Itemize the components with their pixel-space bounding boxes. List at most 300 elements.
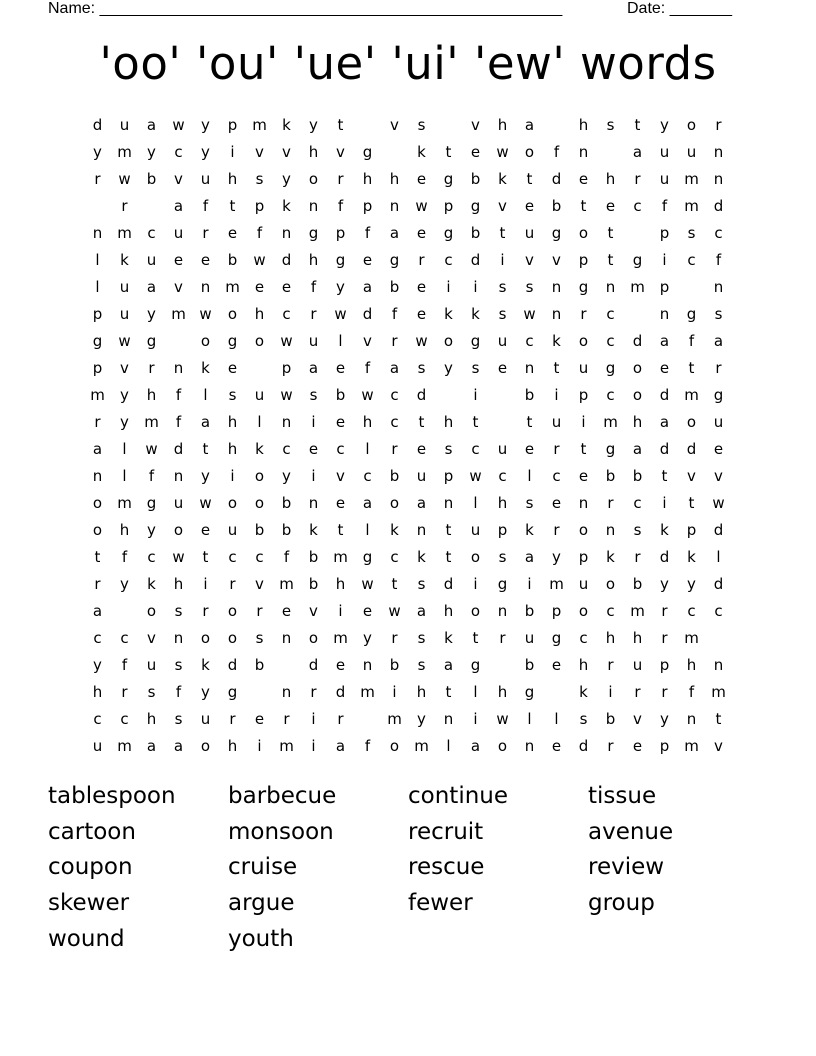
grid-letter: b bbox=[524, 656, 535, 674]
grid-letter: t bbox=[337, 521, 344, 539]
grid-letter: f bbox=[364, 737, 371, 755]
grid-letter: h bbox=[389, 170, 400, 188]
grid-letter: o bbox=[497, 737, 508, 755]
grid-letter: o bbox=[227, 629, 238, 647]
grid-letter: a bbox=[443, 656, 454, 674]
grid-letter: p bbox=[92, 305, 103, 323]
grid-letter: v bbox=[255, 143, 264, 161]
grid-letter: o bbox=[308, 629, 319, 647]
grid-letter: c bbox=[282, 305, 291, 323]
grid-letter: y bbox=[120, 386, 129, 404]
grid-letter: r bbox=[661, 683, 668, 701]
grid-letter: c bbox=[120, 710, 129, 728]
grid-letter: w bbox=[172, 548, 185, 566]
grid-letter: a bbox=[362, 494, 373, 512]
grid-letter: k bbox=[498, 170, 507, 188]
grid-letter: v bbox=[147, 629, 156, 647]
grid-letter: r bbox=[634, 548, 641, 566]
grid-letter: r bbox=[310, 305, 317, 323]
grid-letter bbox=[435, 114, 462, 141]
word-list-item: monsoon bbox=[228, 818, 334, 845]
grid-letter: d bbox=[227, 656, 238, 674]
grid-letter: w bbox=[361, 575, 374, 593]
grid-letter: r bbox=[121, 683, 128, 701]
grid-letter: y bbox=[147, 305, 156, 323]
grid-letter: y bbox=[120, 413, 129, 431]
grid-letter: s bbox=[633, 521, 642, 539]
grid-letter: s bbox=[174, 710, 183, 728]
grid-letter: s bbox=[417, 575, 426, 593]
grid-letter: f bbox=[256, 224, 263, 242]
grid-letter: w bbox=[361, 386, 374, 404]
grid-letter: h bbox=[578, 656, 589, 674]
grid-letter: e bbox=[551, 494, 562, 512]
grid-letter: o bbox=[578, 224, 589, 242]
grid-letter: m bbox=[279, 575, 294, 593]
grid-letter: a bbox=[146, 116, 157, 134]
grid-letter: v bbox=[498, 197, 507, 215]
grid-letter: k bbox=[606, 548, 615, 566]
grid-letter: f bbox=[148, 467, 155, 485]
grid-letter: l bbox=[95, 278, 100, 296]
word-list-item: group bbox=[588, 890, 655, 917]
grid-letter: e bbox=[416, 278, 427, 296]
grid-letter: w bbox=[172, 116, 185, 134]
grid-letter: u bbox=[254, 386, 265, 404]
word-list-item: tablespoon bbox=[48, 783, 176, 809]
grid-letter: o bbox=[200, 737, 211, 755]
grid-letter: n bbox=[578, 494, 589, 512]
grid-letter: y bbox=[363, 629, 372, 647]
grid-letter: p bbox=[686, 521, 697, 539]
grid-letter: e bbox=[281, 602, 292, 620]
grid-letter: w bbox=[496, 710, 509, 728]
grid-letter: g bbox=[578, 278, 589, 296]
grid-letter: l bbox=[122, 467, 127, 485]
grid-letter: r bbox=[580, 305, 587, 323]
grid-letter: v bbox=[309, 602, 318, 620]
grid-letter: g bbox=[389, 251, 400, 269]
grid-letter: l bbox=[716, 548, 721, 566]
grid-letter: s bbox=[606, 116, 615, 134]
grid-letter: h bbox=[308, 251, 319, 269]
grid-letter: k bbox=[444, 629, 453, 647]
grid-letter: k bbox=[525, 521, 534, 539]
word-list-item: fewer bbox=[408, 890, 473, 917]
grid-letter: v bbox=[255, 575, 264, 593]
grid-letter bbox=[543, 681, 570, 708]
grid-letter: m bbox=[333, 548, 348, 566]
grid-letter: i bbox=[257, 737, 262, 755]
grid-letter: i bbox=[500, 251, 505, 269]
grid-letter: h bbox=[227, 413, 238, 431]
grid-letter: g bbox=[443, 170, 454, 188]
grid-letter: p bbox=[443, 467, 454, 485]
grid-letter: k bbox=[444, 305, 453, 323]
grid-letter: e bbox=[335, 413, 346, 431]
grid-letter: m bbox=[360, 683, 375, 701]
grid-letter: a bbox=[416, 494, 427, 512]
grid-letter: u bbox=[200, 170, 211, 188]
grid-letter: a bbox=[335, 737, 346, 755]
grid-letter: p bbox=[578, 548, 589, 566]
grid-letter: m bbox=[117, 494, 132, 512]
grid-letter: c bbox=[606, 602, 615, 620]
grid-letter: g bbox=[605, 359, 616, 377]
grid-letter: c bbox=[174, 143, 183, 161]
grid-letter: c bbox=[390, 413, 399, 431]
grid-letter: b bbox=[254, 656, 265, 674]
grid-letter: n bbox=[416, 521, 427, 539]
grid-letter: u bbox=[470, 521, 481, 539]
grid-letter: n bbox=[551, 278, 562, 296]
grid-letter: r bbox=[607, 656, 614, 674]
grid-letter: c bbox=[606, 332, 615, 350]
grid-letter bbox=[381, 141, 408, 168]
grid-letter: i bbox=[446, 278, 451, 296]
grid-letter: n bbox=[362, 656, 373, 674]
grid-letter: o bbox=[254, 494, 265, 512]
grid-letter: t bbox=[391, 575, 398, 593]
grid-letter: t bbox=[526, 413, 533, 431]
grid-letter: f bbox=[391, 305, 398, 323]
grid-letter: c bbox=[606, 305, 615, 323]
grid-letter: g bbox=[605, 440, 616, 458]
grid-letter: f bbox=[661, 197, 668, 215]
grid-letter: r bbox=[94, 575, 101, 593]
word-list bbox=[48, 778, 768, 958]
grid-letter bbox=[597, 141, 624, 168]
grid-letter: i bbox=[662, 494, 667, 512]
word-list-item: coupon bbox=[48, 854, 133, 881]
grid-letter: h bbox=[686, 656, 697, 674]
grid-letter: n bbox=[713, 170, 724, 188]
grid-letter: i bbox=[473, 575, 478, 593]
grid-letter: o bbox=[524, 143, 535, 161]
grid-letter: a bbox=[470, 737, 481, 755]
grid-letter: v bbox=[471, 116, 480, 134]
grid-letter: p bbox=[578, 386, 589, 404]
grid-letter: y bbox=[660, 116, 669, 134]
grid-letter: f bbox=[121, 548, 128, 566]
grid-letter: f bbox=[121, 656, 128, 674]
grid-letter: s bbox=[255, 629, 264, 647]
grid-letter: r bbox=[202, 224, 209, 242]
grid-letter: b bbox=[389, 467, 400, 485]
grid-letter: u bbox=[524, 224, 535, 242]
grid-letter: e bbox=[497, 359, 508, 377]
grid-letter: d bbox=[686, 440, 697, 458]
grid-letter: g bbox=[335, 251, 346, 269]
grid-letter: l bbox=[527, 467, 532, 485]
grid-letter: v bbox=[120, 359, 129, 377]
grid-letter: b bbox=[470, 224, 481, 242]
grid-letter: r bbox=[121, 197, 128, 215]
grid-letter: u bbox=[200, 710, 211, 728]
grid-letter: y bbox=[336, 278, 345, 296]
grid-letter: y bbox=[552, 548, 561, 566]
grid-letter: b bbox=[524, 386, 535, 404]
grid-letter: h bbox=[578, 116, 589, 134]
grid-letter bbox=[543, 114, 570, 141]
grid-letter: b bbox=[551, 197, 562, 215]
grid-letter: d bbox=[659, 548, 670, 566]
grid-letter: h bbox=[119, 521, 130, 539]
grid-letter: c bbox=[147, 224, 156, 242]
grid-letter: k bbox=[282, 116, 291, 134]
grid-letter bbox=[246, 357, 273, 384]
grid-letter: p bbox=[443, 197, 454, 215]
grid-letter: n bbox=[605, 521, 616, 539]
grid-letter: c bbox=[687, 602, 696, 620]
grid-letter: m bbox=[279, 737, 294, 755]
grid-letter: o bbox=[578, 332, 589, 350]
grid-letter: h bbox=[227, 737, 238, 755]
grid-letter: y bbox=[201, 683, 210, 701]
grid-letter: i bbox=[311, 413, 316, 431]
grid-letter: c bbox=[390, 548, 399, 566]
grid-letter: k bbox=[309, 521, 318, 539]
grid-letter: p bbox=[659, 278, 670, 296]
grid-letter: i bbox=[230, 467, 235, 485]
grid-letter: c bbox=[282, 440, 291, 458]
grid-letter: h bbox=[632, 629, 643, 647]
grid-letter: h bbox=[146, 710, 157, 728]
grid-letter: u bbox=[119, 278, 130, 296]
grid-letter: n bbox=[92, 467, 103, 485]
grid-letter: g bbox=[308, 224, 319, 242]
grid-letter: a bbox=[200, 413, 211, 431]
grid-letter: e bbox=[659, 359, 670, 377]
grid-letter: a bbox=[632, 440, 643, 458]
grid-letter: e bbox=[416, 224, 427, 242]
grid-letter: r bbox=[715, 116, 722, 134]
grid-letter: h bbox=[92, 683, 103, 701]
grid-letter: c bbox=[498, 467, 507, 485]
word-list-item: review bbox=[588, 854, 665, 881]
grid-letter: u bbox=[497, 332, 508, 350]
grid-letter: c bbox=[228, 548, 237, 566]
grid-letter: u bbox=[524, 629, 535, 647]
grid-letter: g bbox=[524, 683, 535, 701]
grid-letter: o bbox=[92, 521, 103, 539]
grid-letter: d bbox=[551, 170, 562, 188]
grid-letter: l bbox=[527, 710, 532, 728]
grid-letter: u bbox=[497, 440, 508, 458]
grid-letter: k bbox=[417, 143, 426, 161]
word-list-item: recruit bbox=[408, 818, 484, 845]
grid-letter: o bbox=[200, 629, 211, 647]
grid-letter: i bbox=[338, 602, 343, 620]
grid-letter: g bbox=[227, 683, 238, 701]
grid-letter: w bbox=[145, 440, 158, 458]
grid-letter: s bbox=[147, 683, 156, 701]
grid-letter: r bbox=[391, 440, 398, 458]
grid-letter: r bbox=[337, 170, 344, 188]
word-list-item: avenue bbox=[588, 818, 674, 845]
grid-letter: f bbox=[553, 143, 560, 161]
grid-letter: d bbox=[92, 116, 103, 134]
grid-letter: d bbox=[659, 386, 670, 404]
grid-letter: m bbox=[630, 602, 645, 620]
grid-letter: r bbox=[94, 170, 101, 188]
grid-letter: f bbox=[364, 224, 371, 242]
grid-letter: h bbox=[254, 305, 265, 323]
grid-letter: m bbox=[630, 278, 645, 296]
grid-letter: y bbox=[201, 467, 210, 485]
grid-letter: d bbox=[713, 575, 724, 593]
page-title: 'oo' 'ou' 'ue' 'ui' 'ew' words bbox=[99, 37, 717, 90]
grid-letter: h bbox=[308, 143, 319, 161]
grid-letter: y bbox=[120, 575, 129, 593]
grid-letter: e bbox=[524, 440, 535, 458]
grid-letter: f bbox=[688, 683, 695, 701]
grid-letter: c bbox=[687, 251, 696, 269]
grid-letter: k bbox=[579, 683, 588, 701]
grid-letter bbox=[489, 384, 516, 411]
grid-letter: w bbox=[334, 305, 347, 323]
grid-letter: e bbox=[416, 440, 427, 458]
grid-letter: t bbox=[634, 116, 641, 134]
grid-letter: m bbox=[387, 710, 402, 728]
grid-letter: n bbox=[524, 737, 535, 755]
grid-letter: e bbox=[335, 359, 346, 377]
grid-letter: d bbox=[713, 197, 724, 215]
grid-letter: g bbox=[146, 494, 157, 512]
grid-letter: y bbox=[309, 116, 318, 134]
grid-letter: k bbox=[471, 305, 480, 323]
grid-letter: l bbox=[473, 494, 478, 512]
grid-letter: y bbox=[282, 170, 291, 188]
grid-letter: d bbox=[443, 575, 454, 593]
grid-letter: w bbox=[388, 602, 401, 620]
word-list-item: youth bbox=[228, 925, 294, 952]
grid-letter: i bbox=[311, 710, 316, 728]
grid-letter bbox=[489, 411, 516, 438]
grid-letter: m bbox=[117, 737, 132, 755]
grid-letter: f bbox=[175, 683, 182, 701]
grid-letter: y bbox=[282, 467, 291, 485]
grid-letter: e bbox=[200, 521, 211, 539]
grid-letter: h bbox=[497, 116, 508, 134]
grid-letter: s bbox=[174, 656, 183, 674]
word-list-item: rescue bbox=[408, 854, 485, 881]
grid-letter: b bbox=[605, 467, 616, 485]
grid-letter: o bbox=[686, 116, 697, 134]
grid-letter: n bbox=[686, 710, 697, 728]
grid-letter: v bbox=[336, 467, 345, 485]
grid-letter: u bbox=[173, 224, 184, 242]
grid-letter: w bbox=[523, 305, 536, 323]
word-list-item: cartoon bbox=[48, 818, 136, 845]
grid-letter: e bbox=[416, 170, 427, 188]
grid-letter: p bbox=[335, 224, 346, 242]
grid-letter: i bbox=[662, 251, 667, 269]
grid-letter: g bbox=[470, 332, 481, 350]
grid-letter: r bbox=[715, 359, 722, 377]
grid-letter: u bbox=[713, 413, 724, 431]
grid-letter: a bbox=[146, 737, 157, 755]
grid-letter: y bbox=[93, 143, 102, 161]
grid-letter: f bbox=[310, 278, 317, 296]
grid-letter: o bbox=[470, 548, 481, 566]
grid-letter: y bbox=[201, 143, 210, 161]
grid-letter: g bbox=[362, 143, 373, 161]
grid-letter: h bbox=[173, 575, 184, 593]
grid-letter bbox=[489, 654, 516, 681]
grid-letter: n bbox=[173, 629, 184, 647]
grid-letter: p bbox=[578, 251, 589, 269]
grid-letter: n bbox=[281, 413, 292, 431]
grid-letter: o bbox=[254, 332, 265, 350]
grid-letter: o bbox=[173, 521, 184, 539]
grid-letter: k bbox=[390, 521, 399, 539]
grid-letter: a bbox=[173, 737, 184, 755]
grid-letter: t bbox=[661, 467, 668, 485]
word-list-item: barbecue bbox=[228, 783, 337, 809]
grid-letter: b bbox=[146, 170, 157, 188]
grid-letter: d bbox=[281, 251, 292, 269]
grid-letter: g bbox=[362, 548, 373, 566]
grid-letter: s bbox=[417, 656, 426, 674]
grid-letter: r bbox=[94, 413, 101, 431]
grid-letter: b bbox=[524, 602, 535, 620]
grid-letter: r bbox=[661, 629, 668, 647]
grid-letter bbox=[624, 303, 651, 330]
grid-letter: d bbox=[659, 440, 670, 458]
grid-letter: g bbox=[443, 224, 454, 242]
grid-letter: e bbox=[605, 197, 616, 215]
grid-letter: a bbox=[308, 359, 319, 377]
grid-letter: g bbox=[713, 386, 724, 404]
grid-letter: l bbox=[122, 440, 127, 458]
grid-letter: c bbox=[363, 467, 372, 485]
grid-letter: c bbox=[552, 467, 561, 485]
grid-letter: e bbox=[254, 278, 265, 296]
grid-letter: d bbox=[362, 305, 373, 323]
grid-letter: t bbox=[337, 116, 344, 134]
grid-letter: f bbox=[337, 197, 344, 215]
grid-letter: b bbox=[308, 548, 319, 566]
grid-letter: a bbox=[632, 143, 643, 161]
grid-letter: c bbox=[444, 251, 453, 269]
grid-letter: o bbox=[632, 386, 643, 404]
grid-letter: h bbox=[362, 413, 373, 431]
word-list-item: skewer bbox=[48, 890, 130, 917]
grid-letter: v bbox=[552, 251, 561, 269]
grid-letter: b bbox=[632, 467, 643, 485]
grid-letter: k bbox=[147, 575, 156, 593]
grid-letter: c bbox=[606, 386, 615, 404]
grid-letter bbox=[354, 114, 381, 141]
grid-letter: v bbox=[714, 737, 723, 755]
grid-letter: u bbox=[578, 575, 589, 593]
grid-letter: e bbox=[173, 251, 184, 269]
name-field-label: Name: ____________________________________________________ bbox=[48, 0, 563, 17]
grid-letter: w bbox=[415, 332, 428, 350]
grid-letter: c bbox=[471, 440, 480, 458]
grid-letter: o bbox=[389, 494, 400, 512]
grid-letter: c bbox=[633, 494, 642, 512]
grid-letter: m bbox=[171, 305, 186, 323]
grid-letter: r bbox=[229, 710, 236, 728]
grid-letter: e bbox=[578, 170, 589, 188]
grid-letter: p bbox=[281, 359, 292, 377]
grid-letter bbox=[435, 384, 462, 411]
grid-letter: p bbox=[659, 656, 670, 674]
grid-letter: y bbox=[687, 575, 696, 593]
grid-letter: f bbox=[175, 386, 182, 404]
